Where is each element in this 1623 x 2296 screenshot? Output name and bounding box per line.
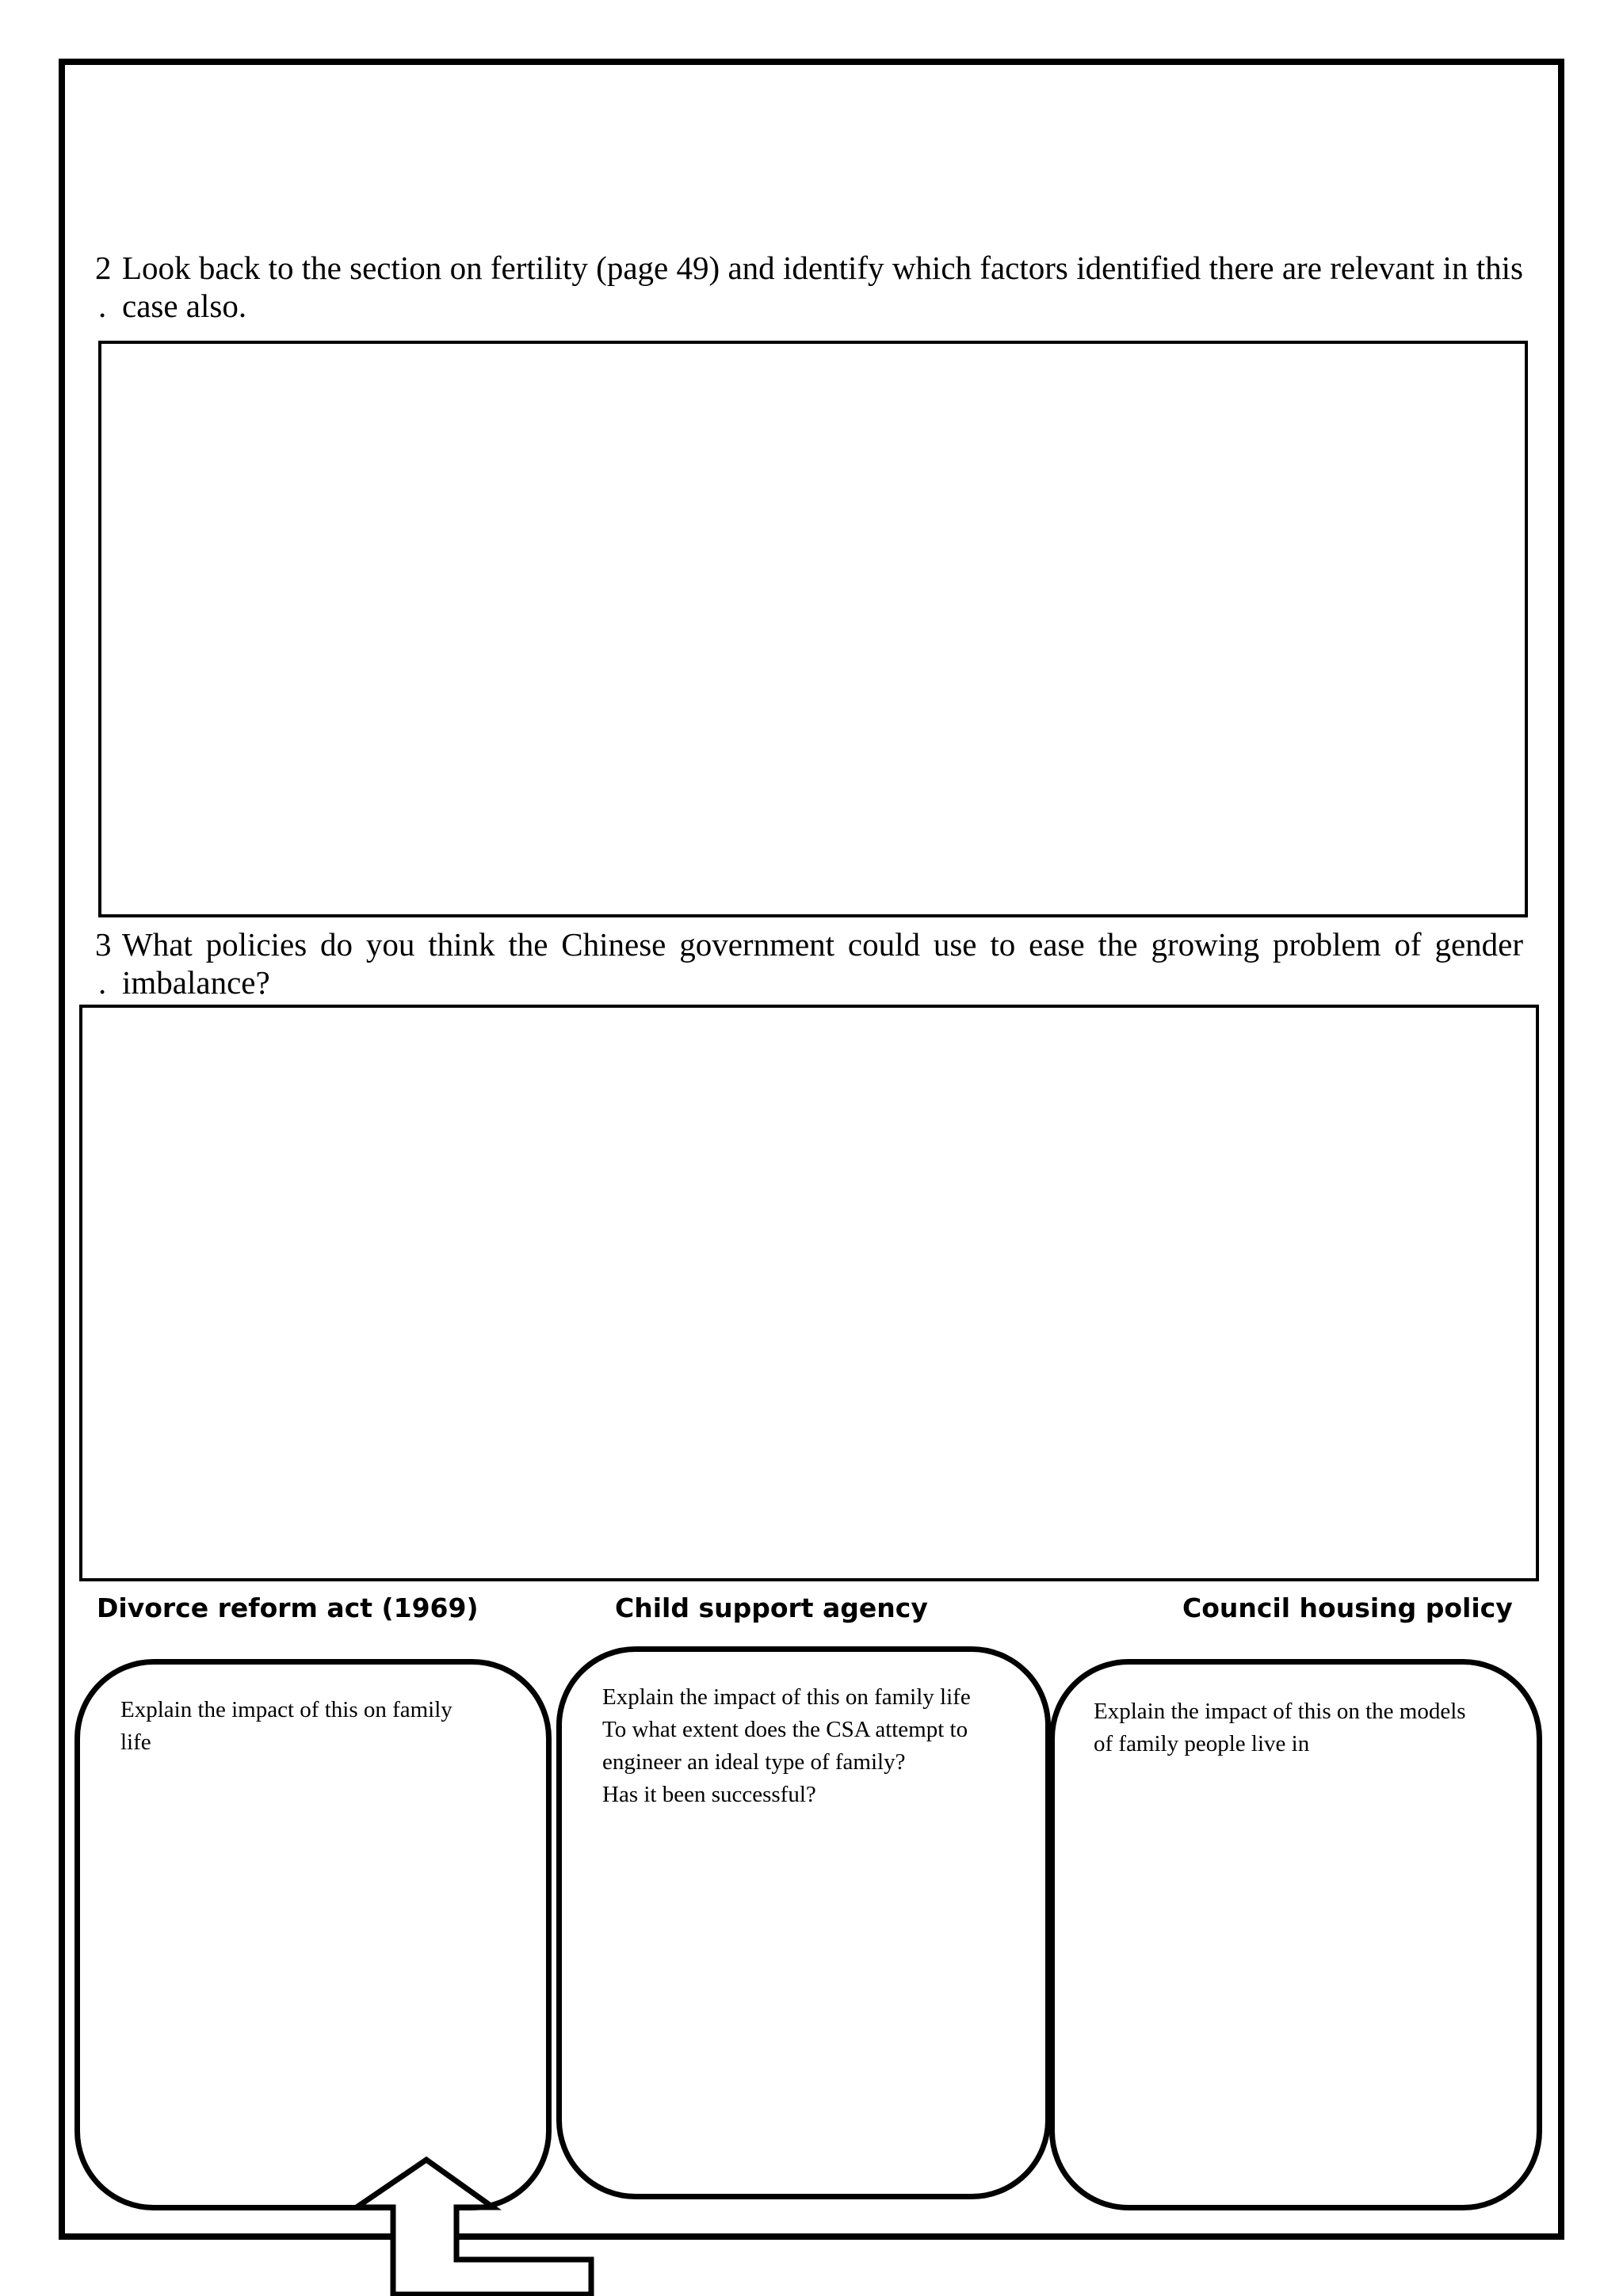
question-dot: .	[98, 288, 107, 324]
question-2	[95, 249, 1523, 328]
question-3	[95, 925, 1523, 1005]
question-text: Look back to the section on fertility (page 49) and identify which factors identified there are relevant in this case also.	[122, 250, 1523, 324]
answer-box-question-2[interactable]	[98, 341, 1528, 917]
prompt-line: Explain the impact of this on family	[120, 1697, 453, 1722]
prompt-line: of family people live in	[1094, 1731, 1310, 1756]
question-number: 2	[95, 250, 112, 286]
question-dot: .	[98, 964, 107, 1001]
up-arrow-shape	[349, 2155, 602, 2296]
policy-heading-divorce-reform: Divorce reform act (1969)	[97, 1592, 479, 1623]
prompt-line: Explain the impact of this on family life	[602, 1684, 971, 1710]
bubble-prompt	[120, 1694, 533, 1759]
arrow-outline	[357, 2160, 591, 2294]
policy-heading-council-housing: Council housing policy	[1182, 1592, 1513, 1623]
answer-box-question-3[interactable]	[79, 1005, 1539, 1581]
bubble-prompt	[1094, 1695, 1522, 1760]
prompt-line: Explain the impact of this on the models	[1094, 1699, 1466, 1724]
prompt-line: engineer an ideal type of family?	[602, 1749, 906, 1775]
bubble-prompt	[602, 1681, 1030, 1811]
prompt-line: To what extent does the CSA attempt to	[602, 1717, 968, 1742]
question-text: What policies do you think the Chinese government could use to ease the growing problem of gender imbalance?	[122, 926, 1523, 1001]
question-number: 3	[95, 926, 112, 963]
policy-heading-child-support: Child support agency	[615, 1592, 928, 1623]
prompt-line: Has it been successful?	[602, 1782, 816, 1807]
prompt-line: life	[120, 1730, 151, 1755]
